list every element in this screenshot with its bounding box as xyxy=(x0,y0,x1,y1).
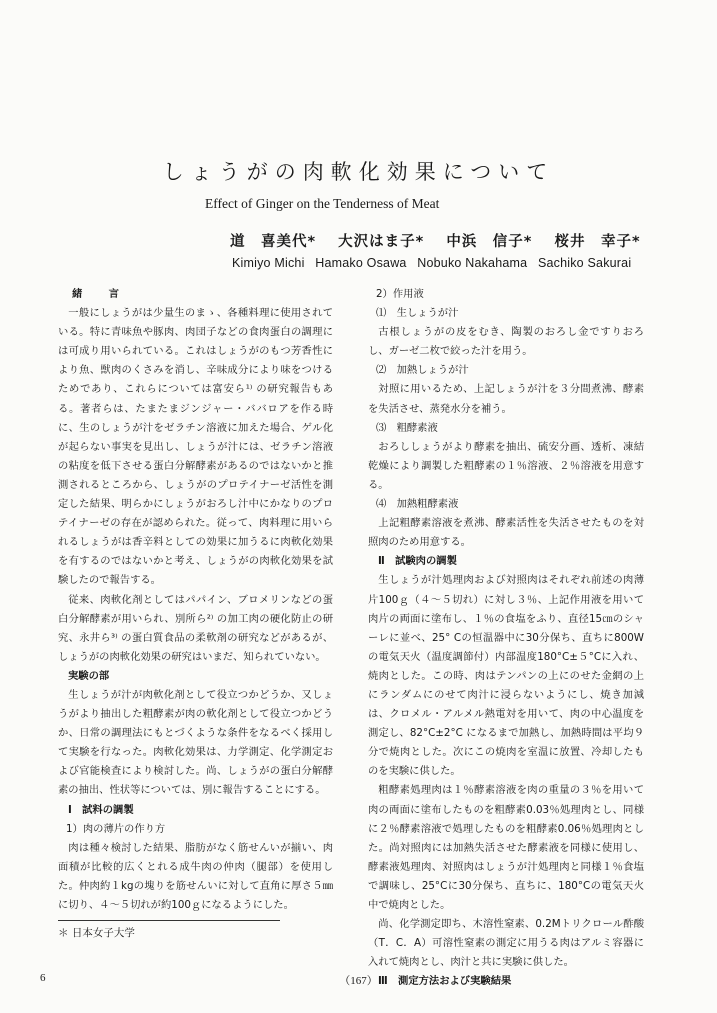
heading-section-2: Ⅱ 試験肉の調製 xyxy=(378,555,457,568)
subheading: 2）作用液 xyxy=(376,288,424,300)
title-japanese: しょうがの肉軟化効果について xyxy=(162,160,555,184)
author-ja: 中浜 信子* xyxy=(446,234,533,250)
paragraph: おろししょうがより酵素を抽出、硫安分画、透析、凍結乾燥により調製した粗酵素の１％溶液、２％溶液を用意する。 xyxy=(368,440,644,491)
left-column xyxy=(58,285,333,925)
author-en: Sachiko Sakurai xyxy=(537,256,632,270)
journal-page-number: （167） xyxy=(339,975,378,987)
heading-section-1: Ⅰ 試料の調製 xyxy=(68,803,134,816)
paragraph: 尚、化学測定即ち、木溶性窒素、0.2Mトリクロール酢酸（T．C．A）可溶性窒素の測定に用うる肉はアルミ容器に入れて焼肉とし、肉汁と共に実験に供した。 xyxy=(368,918,644,969)
subheading: 1）肉の薄片の作り方 xyxy=(66,822,166,835)
page-number: 6 xyxy=(40,972,46,984)
paragraph: 生しょうが汁処理肉および対照肉はそれぞれ前述の肉薄片100ｇ（４～５切れ）に対し３％、上記作用液を用いて肉片の両面に塗布し、１％の食塩をふり、直径15㎝のシャーレに並べ、25° Cの恒温器中に30分保ち、直ちに800Wの電気天火（温度調節付）内部温度180°C±５°Cに入れ、焼肉とした。この時、肉はテンパンの上にのせた金網の上にランダムにのせて肉汁に浸らないようにし、焼き加減は、クロメル・アルメル熱電対を用いて、肉の中心温度を測定し、82°C±2°C になるまで加熱し、加熱時間は平均９分で焼肉とした。次にこの焼肉を室温に放置、冷却したものを実験に供した。 xyxy=(368,574,644,778)
paragraph: 一般にしょうがは少量生のまゝ、各種料理に使用されている。特に青味魚や豚肉、肉団子などの食肉蛋白の調理には可成り用いられている。これはしょうがのもつ芳香性により魚、獣肉のくさみを消し、辛味成分により味をつけるためであり、これらについては富安ら¹⁾ の研究報告もある。著者らは、たまたまジンジャー・ババロアを作る時に、生のしょうが汁をゼラチン溶液に加えた場合、ゲル化が起らない事実を見出し、しょうが汁には、ゼラチン溶液の粘度を低下させる蛋白分解酵素があるのではないかと推測されるところから、しょうがのプロテイナーゼ活性を測定した結果、明らかにしょうがおろし汁中にかなりのプロテイナーゼの存在が認められた。従って、肉料理に用いられるしょうがは香辛料としての効果に加うるに肉軟化効果を有するのではないかと考え、しょうがの肉軟化効果を試験したので報告する。 xyxy=(58,307,333,587)
footnote: ＊ 日本女子大学 xyxy=(58,927,135,939)
subheading: ⑶ 粗酵素液 xyxy=(376,421,438,434)
author-en: Kimiyo Michi xyxy=(232,256,305,270)
paragraph: 粗酵素処理肉は１％酵素溶液を肉の重量の３％を用いて肉の両面に塗布したものを粗酵素0.03％処理肉とし、同様に２％酵素溶液で処理したものを粗酵素0.06％処理肉とした。尚対照肉には加熱失活させた酵素液を同様に使用し、酵素液処理肉、対照肉はしょうが汁処理肉と同様１％食塩で調味し、25°Cに30分保ち、直ちに、180°Cの電気天火中で焼肉とした。 xyxy=(368,784,644,911)
author-en: Hamako Osawa xyxy=(315,256,407,270)
authors-english xyxy=(232,256,631,270)
heading-experiment: 実験の部 xyxy=(68,669,110,682)
heading-section-3: Ⅲ 測定方法および実験結果 xyxy=(378,975,512,988)
paragraph: 従来、肉軟化剤としてはパパイン、ブロメリンなどの蛋白分解酵素が用いられ、別所ら²⁾ の加工肉の硬化防止の研究、永井ら³⁾ の蛋白質食品の柔軟剤の研究などがあるが、しょうがの肉軟化効果の研究はいまだ、知られていない。 xyxy=(58,593,333,663)
paragraph: 肉は種々検討した結果、脂肪がなく筋せんいが揃い、肉面積が比較的広くとれる成牛肉の仲肉（腿部）を使用した。仲肉約１kgの塊りを筋せんいに対して直角に厚さ５㎜に切り、４～５切れが約100ｇになるようにした。 xyxy=(58,841,333,911)
author-ja: 桜井 幸子* xyxy=(554,234,641,250)
paragraph: 上記粗酵素溶液を煮沸、酵素活性を失活させたものを対照肉のため用意する。 xyxy=(368,517,644,549)
right-column xyxy=(368,285,644,988)
author-en: Nobuko Nakahama xyxy=(417,256,528,270)
author-ja: 大沢はま子* xyxy=(338,234,425,250)
paragraph: 対照に用いるため、上記しょうが汁を３分間煮沸、酵素を失活させ、蒸発水分を補う。 xyxy=(368,383,644,415)
subheading: ⑷ 加熱粗酵素液 xyxy=(376,498,459,511)
subheading: ⑵ 加熱しょうが汁 xyxy=(376,364,469,377)
title-english: Effect of Ginger on the Tenderness of Meat xyxy=(205,196,440,211)
authors-japanese xyxy=(230,230,641,251)
subheading: ⑴ 生しょうが汁 xyxy=(376,307,459,320)
heading-introduction: 緒 言 xyxy=(72,288,127,300)
author-ja: 道 喜美代* xyxy=(230,234,317,250)
footnote-rule xyxy=(58,920,280,921)
paragraph: 古根しょうがの皮をむき、陶製のおろし金ですりおろし、ガーゼ二枚で絞った汁を用う。 xyxy=(368,326,644,358)
paragraph: 生しょうが汁が肉軟化剤として役立つかどうか、又しょうがより抽出した粗酵素が肉の軟化剤として役立つかどうか、日常の調理法にもとづくような条件をなるべく採用して実験を行なった。肉軟化効果は、力学測定、化学測定および官能検査により検討した。尚、しょうがの蛋白分解酵素の抽出、性状等については、別に報告することにする。 xyxy=(58,688,333,797)
